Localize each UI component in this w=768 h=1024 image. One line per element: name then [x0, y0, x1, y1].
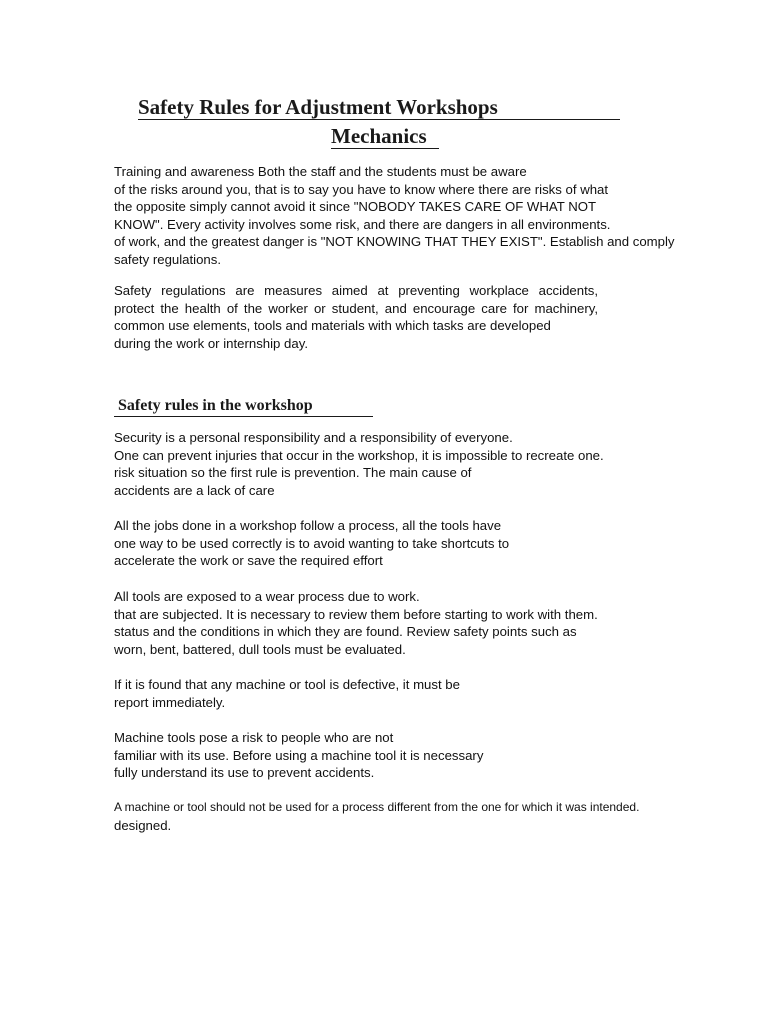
rule-paragraph-2: [114, 517, 509, 570]
title-underline: [138, 95, 620, 120]
rule-line: All tools are exposed to a wear process due to work.: [114, 589, 420, 604]
rule-paragraph-5: [114, 729, 483, 782]
rule-paragraph-6: [114, 799, 639, 834]
document-subtitle: [331, 124, 439, 149]
document-title: [138, 95, 620, 120]
rule-line: If it is found that any machine or tool is defective, it must be: [114, 677, 460, 692]
rule-line: All the jobs done in a workshop follow a process, all the tools have: [114, 518, 502, 533]
rule-line: that are subjected. It is necessary to review them before starting to work with them.: [114, 606, 598, 622]
title-line-2: Mechanics: [331, 124, 427, 148]
intro-paragraph: [114, 163, 675, 269]
rule-line: one way to be used correctly is to avoid wanting to take shortcuts to: [114, 535, 510, 551]
title-line-1: Safety Rules for Adjustment Workshops: [138, 95, 498, 119]
rule-line: Machine tools pose a risk to people who are not: [114, 730, 394, 745]
rule-line: risk situation so the first rule is prevention. The main cause of: [114, 465, 472, 481]
rule-line: A machine or tool should not be used for a process different from the one for which it was intended.: [114, 800, 640, 814]
rule-line: accidents are a lack of care: [114, 482, 275, 498]
intro-line: the opposite simply cannot avoid it since "NOBODY TAKES CARE OF WHAT NOT: [114, 199, 597, 215]
rule-paragraph-4: [114, 676, 460, 711]
rule-line: report immediately.: [114, 694, 226, 710]
rule-line: fully understand its use to prevent accidents.: [114, 765, 375, 781]
rule-paragraph-3: [114, 588, 598, 658]
regulations-line: common use elements, tools and materials with which tasks are developed: [114, 318, 551, 334]
section-heading: [114, 396, 373, 417]
regulations-line: during the work or internship day.: [114, 335, 309, 351]
intro-line: safety regulations.: [114, 251, 222, 267]
rule-line: One can prevent injuries that occur in the workshop, it is impossible to recreate one.: [114, 447, 604, 463]
rule-line: worn, bent, battered, dull tools must be evaluated.: [114, 641, 406, 657]
rule-line: designed.: [114, 817, 172, 833]
regulations-line: protect the health of the worker or student, and encourage care for machinery,: [114, 300, 598, 316]
intro-line: Training and awareness Both the staff and the students must be aware: [114, 164, 527, 179]
rule-line: familiar with its use. Before using a machine tool it is necessary: [114, 747, 484, 763]
regulations-paragraph: [114, 282, 598, 352]
section-heading-underline: [114, 396, 373, 417]
rule-paragraph-1: [114, 429, 604, 499]
rule-line: accelerate the work or save the required effort: [114, 553, 383, 569]
rule-line: Security is a personal responsibility and a responsibility of everyone.: [114, 430, 513, 445]
rule-line: status and the conditions in which they are found. Review safety points such as: [114, 624, 577, 640]
regulations-line: Safety regulations are measures aimed at preventing workplace accidents,: [114, 283, 598, 298]
intro-line: of the risks around you, that is to say you have to know where there are risks of what: [114, 181, 609, 197]
intro-line: of work, and the greatest danger is "NOT KNOWING THAT THEY EXIST". Establish and comply: [114, 234, 675, 250]
section-heading-text: Safety rules in the workshop: [118, 397, 313, 414]
intro-line: KNOW". Every activity involves some risk, and there are dangers in all environments.: [114, 216, 611, 232]
subtitle-underline: [331, 124, 439, 149]
